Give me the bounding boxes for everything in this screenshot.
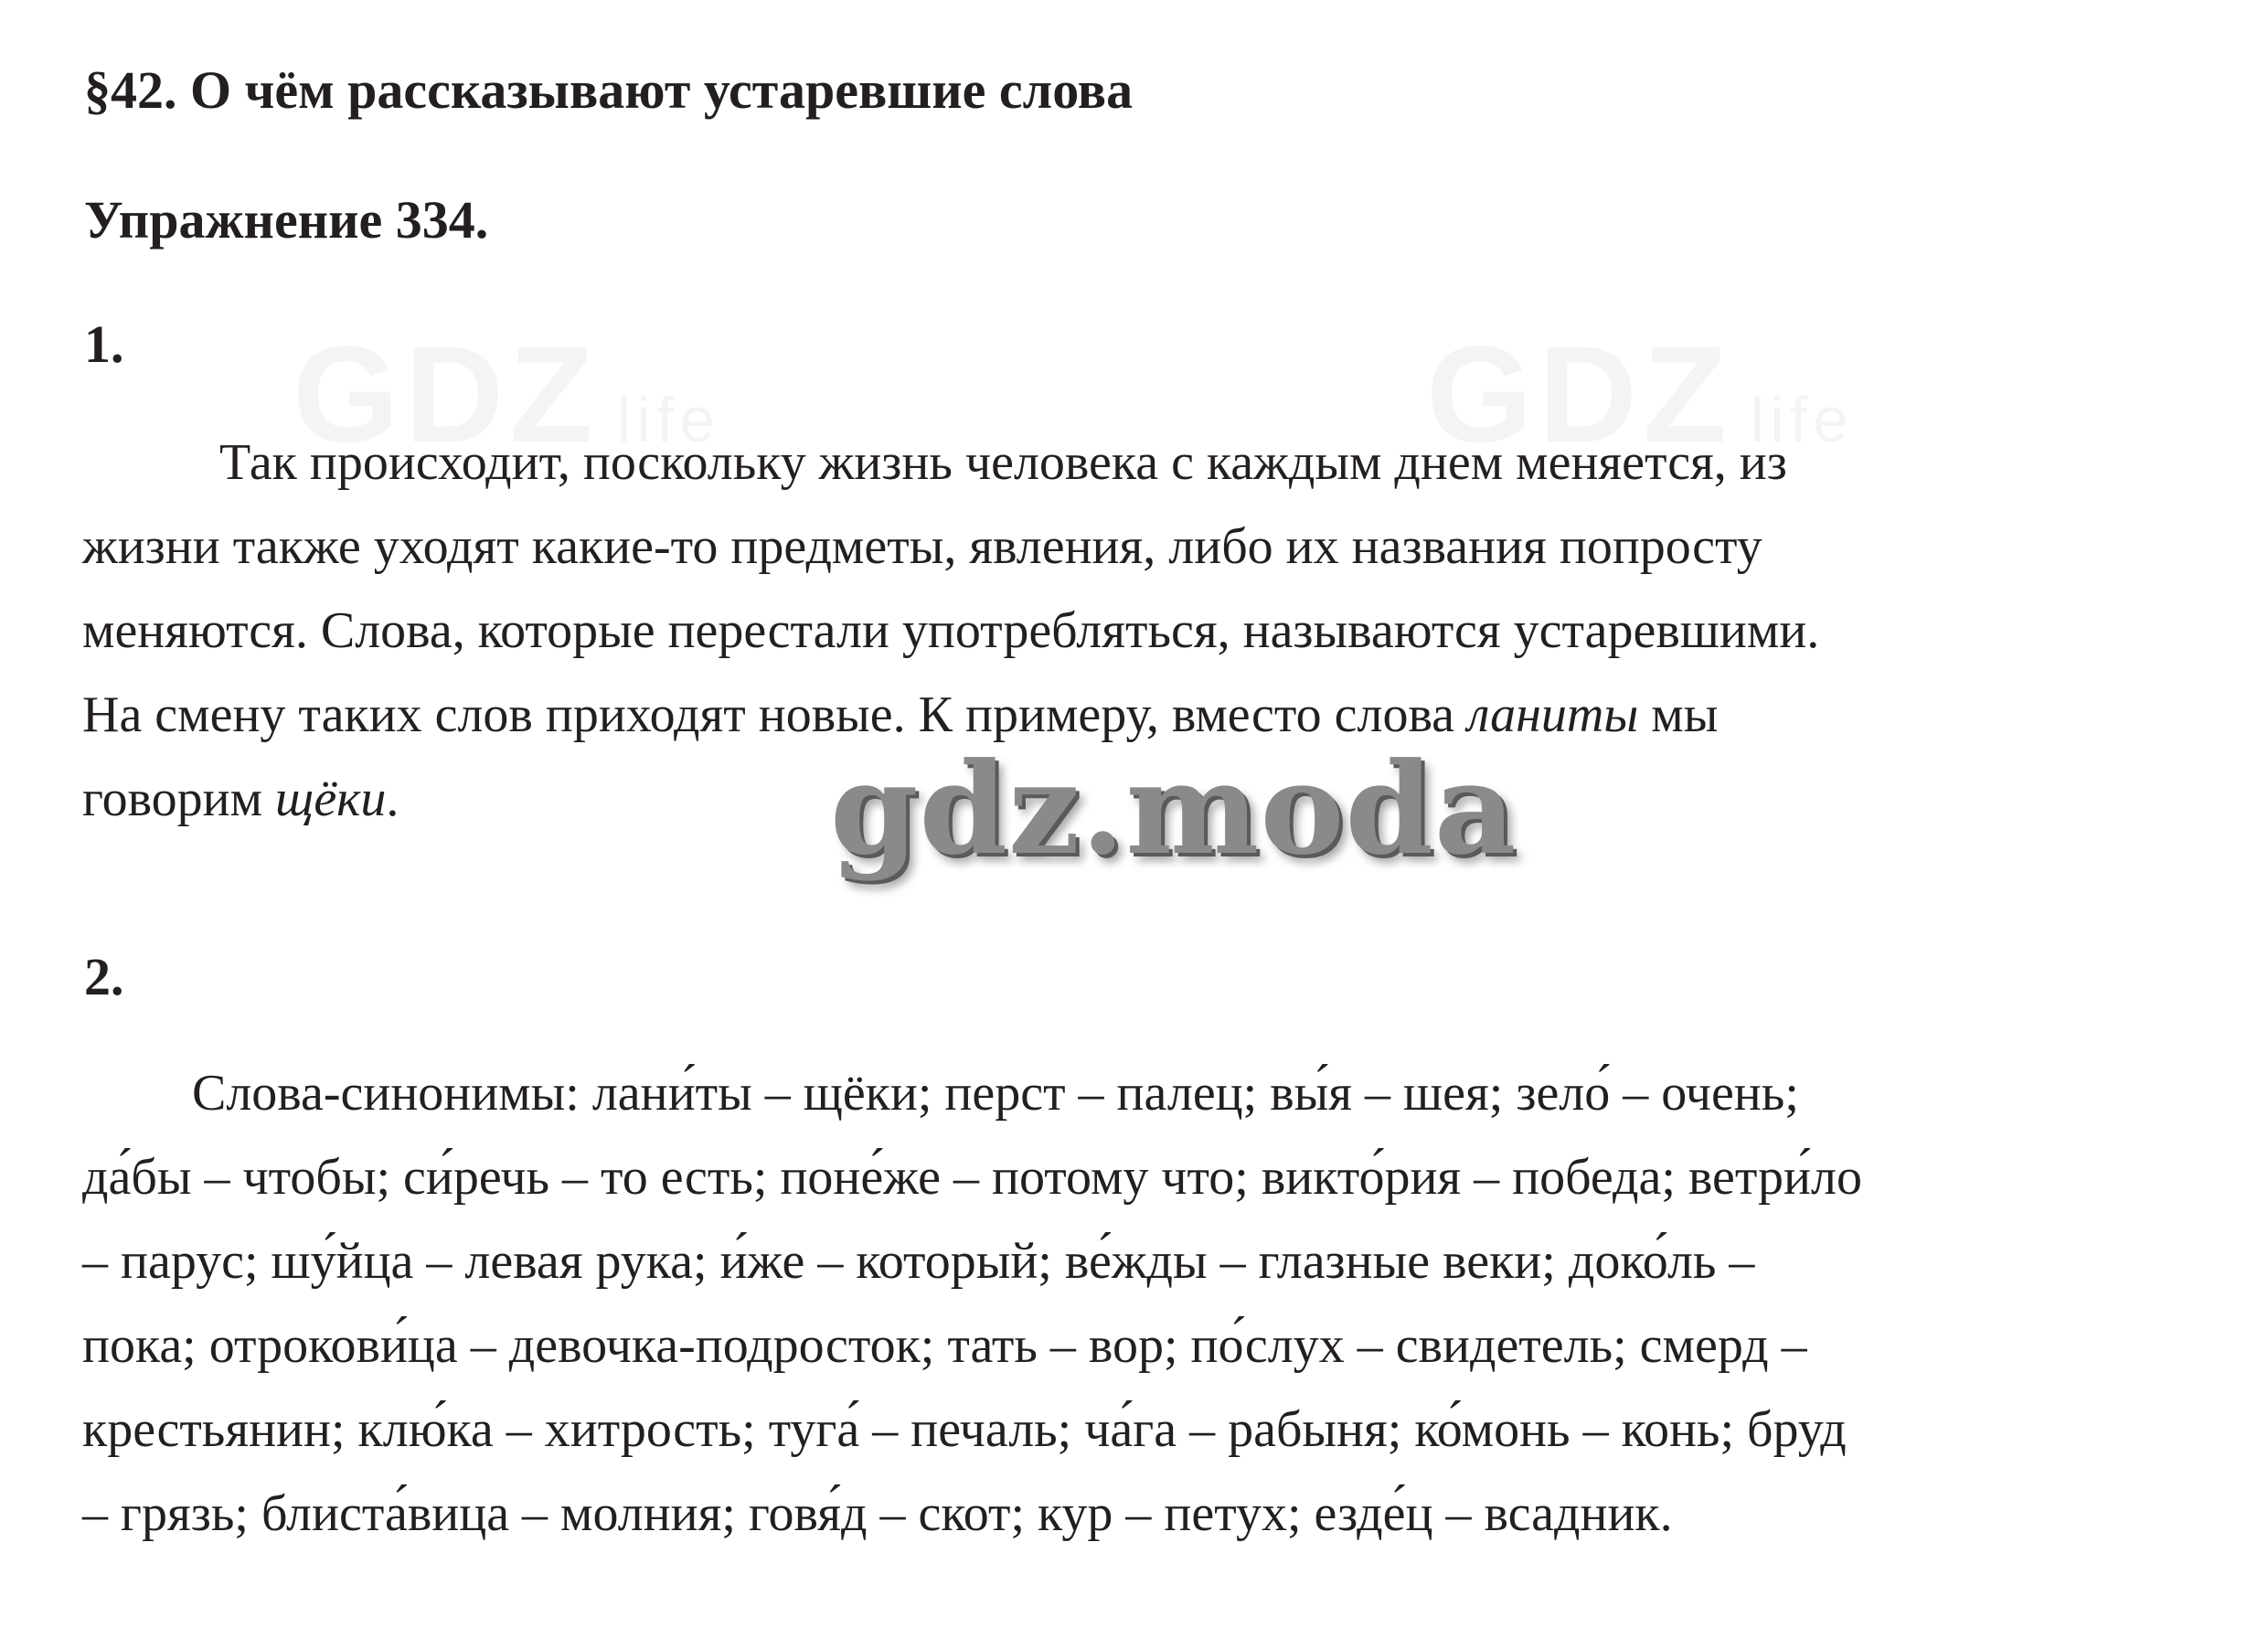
gdz-moda-watermark: gdz.moda	[830, 734, 1517, 883]
exercise-title: Упражнение 334.	[84, 190, 489, 250]
part-1-line: Так происходит, поскольку жизнь человека с каждым днем меняется, из	[219, 434, 1787, 491]
part-2-line: да́бы – чтобы; си́речь – то есть; поне́же – потому что; викто́рия – победа; ветри́ло	[82, 1149, 1862, 1206]
part-1-number: 1.	[84, 314, 124, 374]
part-2-line: Слова-синонимы: лани́ты – щёки; перст – палец; вы́я – шея; зело́ – очень;	[192, 1065, 1799, 1122]
line-text: .	[386, 771, 399, 827]
part-1-line: жизни также уходят какие-то предметы, явления, либо их названия попросту	[82, 518, 1762, 575]
line-text: мы	[1638, 686, 1719, 743]
section-title: §42. О чём рассказывают устаревшие слова	[84, 60, 1134, 120]
faint-watermark-right: GDZ life	[1426, 317, 1855, 471]
faint-watermark-left: GDZ life	[293, 317, 721, 471]
part-2-line: пока; отрокови́ца – девочка-подросток; тать – вор; по́слух – свидетель; смерд –	[82, 1317, 1807, 1374]
part-2-line: крестьянин; клю́ка – хитрость; туга́ – печаль; ча́га – рабыня; ко́монь – конь; бруд	[82, 1401, 1847, 1458]
part-2-line: – парус; шу́йца – левая рука; и́же – который; ве́жды – глазные веки; доко́ль –	[82, 1233, 1755, 1290]
line-text: На смену таких слов приходят новые. К примеру, вместо слова	[82, 686, 1468, 743]
part-2-paragraph	[82, 1051, 2240, 1556]
italic-word: щёки	[275, 771, 387, 827]
part-1-line: меняются. Слова, которые перестали употребляться, называются устаревшими.	[82, 602, 1820, 659]
part-2-line: – грязь; блиста́вица – молния; говя́д – скот; кур – петух; езде́ц – всадник.	[82, 1485, 1673, 1542]
italic-word: ланиты	[1467, 686, 1639, 743]
part-2-number: 2.	[84, 947, 124, 1006]
line-text: говорим	[82, 771, 276, 827]
